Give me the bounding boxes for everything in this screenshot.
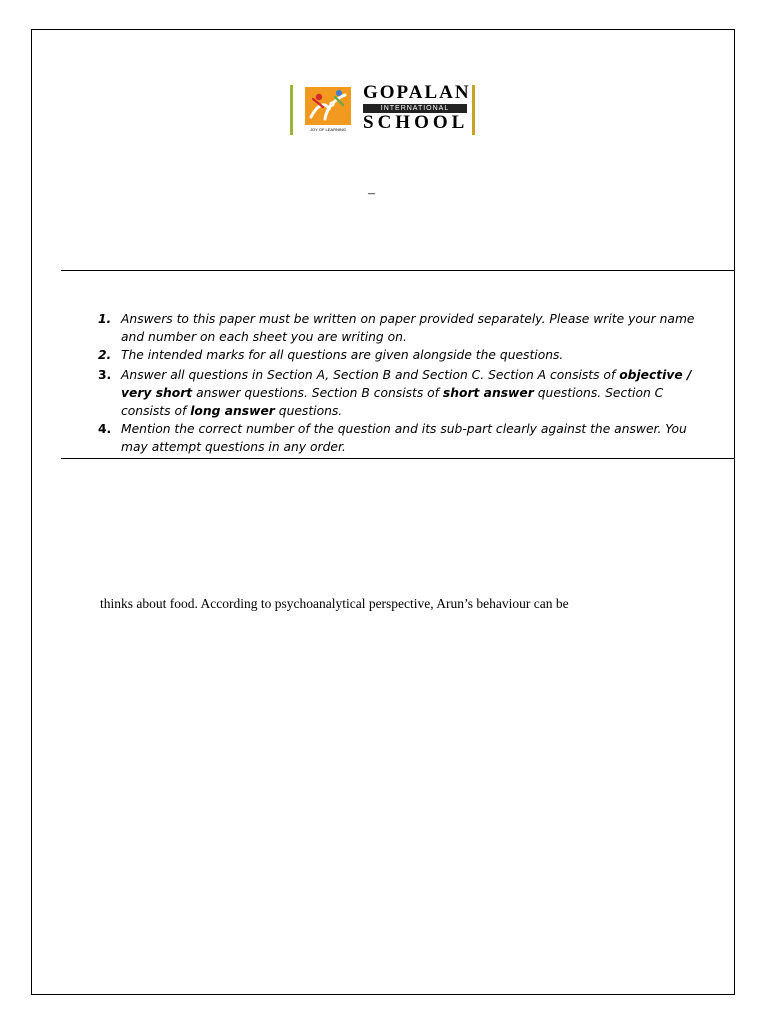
instruction-number: 3.	[98, 368, 112, 382]
instructions-list	[94, 310, 700, 456]
question-text: thinks about food. According to psychoanalytical perspective, Arun’s behaviour can be	[100, 596, 569, 611]
instruction-number: 4.	[98, 422, 112, 436]
instruction-item	[94, 346, 700, 364]
instruction-text: Answers to this paper must be written on paper provided separately. Please write your name and number on each sheet you are writing on.	[121, 312, 695, 344]
page-border	[31, 29, 735, 995]
instruction-number: 2.	[98, 348, 112, 362]
instruction-text: Mention the correct number of the question and its sub-part clearly against the answer. You may attempt questions in any order.	[121, 422, 687, 454]
divider-bottom	[61, 458, 735, 459]
instruction-item	[94, 310, 700, 346]
emphasis-long-answer: long answer	[190, 404, 275, 418]
school-name-mid: INTERNATIONAL	[363, 104, 467, 113]
emphasis-objective: objective / very short	[121, 368, 692, 400]
logo-bar-left	[290, 85, 293, 135]
instruction-text: Answer all questions in Section A, Section B and Section C. Section A consists of objective / very short answer questions. Section B consists of short answer questions. Section C consists of long answer questions.	[121, 368, 692, 418]
school-logo	[290, 83, 476, 137]
instruction-item	[94, 366, 700, 420]
instruction-item	[94, 420, 700, 456]
instruction-number: 1.	[98, 312, 112, 326]
logo-tagline: JOY OF LEARNING	[310, 127, 346, 132]
divider-top	[61, 270, 735, 271]
logo-emblem-icon	[305, 87, 351, 125]
school-name-top: GOPALAN	[363, 82, 471, 103]
instruction-text: The intended marks for all questions are given alongside the questions.	[121, 348, 564, 362]
emphasis-short-answer: short answer	[442, 386, 534, 400]
school-name-bottom: SCHOOL	[363, 112, 469, 133]
title-dash: –	[368, 186, 375, 201]
logo-bar-right	[472, 85, 475, 135]
